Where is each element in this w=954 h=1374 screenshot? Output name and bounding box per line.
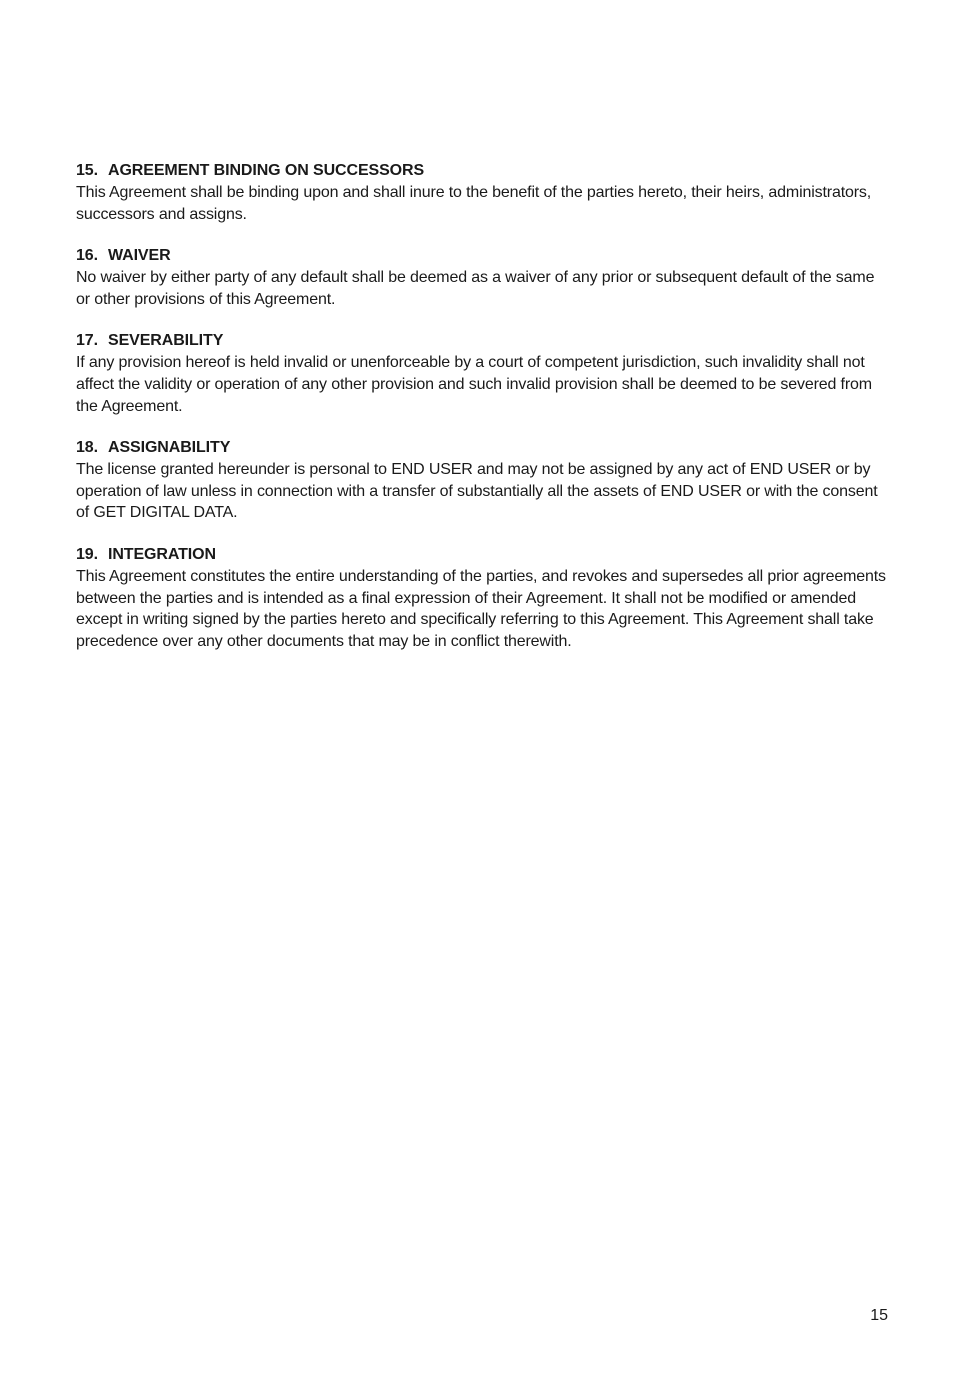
section-severability: [76, 330, 892, 417]
section-body: No waiver by either party of any default shall be deemed as a waiver of any prior or subsequent default of the same or other provisions of this Agreement.: [76, 269, 875, 308]
section-waiver: [76, 245, 892, 310]
document-page: [76, 160, 892, 672]
section-heading: [76, 160, 892, 182]
section-number: 17.: [76, 332, 98, 350]
section-heading: [76, 544, 892, 566]
section-heading: [76, 245, 892, 267]
section-body: This Agreement constitutes the entire understanding of the parties, and revokes and supersedes all prior agreements between the parties and is intended as a final expression of their Agreement. It shall not be modified or amended except in writing signed by the parties hereto and specifically referring to this Agreement. This Agreement shall take precedence over any other documents that may be in conflict therewith.: [76, 567, 886, 650]
section-title: AGREEMENT BINDING ON SUCCESSORS: [108, 162, 425, 179]
section-body: This Agreement shall be binding upon and shall inure to the benefit of the parties hereto, their heirs, administrators, successors and assigns.: [76, 184, 872, 223]
section-successors: [76, 160, 892, 225]
section-heading: [76, 437, 892, 459]
section-title: INTEGRATION: [108, 545, 216, 563]
section-heading: [76, 330, 892, 352]
section-number: 19.: [76, 545, 98, 563]
page-number: 15: [870, 1307, 888, 1324]
section-number: 16.: [76, 247, 98, 265]
section-body: The license granted hereunder is personal to END USER and may not be assigned by any act of END USER or by operation of law unless in connection with a transfer of substantially all the assets of END USER or with the consent of GET DIGITAL DATA.: [76, 461, 878, 522]
section-title: SEVERABILITY: [108, 332, 224, 350]
section-number: 18.: [76, 439, 98, 457]
section-body: If any provision hereof is held invalid or unenforceable by a court of competent jurisdiction, such invalidity shall not affect the validity or operation of any other provision and such invalid provision shall be deemed to be severed from the Agreement.: [76, 354, 872, 415]
section-title: ASSIGNABILITY: [108, 439, 231, 457]
section-integration: [76, 544, 892, 652]
section-assignability: [76, 437, 892, 524]
section-number: 15.: [76, 162, 98, 179]
section-title: WAIVER: [108, 247, 171, 265]
